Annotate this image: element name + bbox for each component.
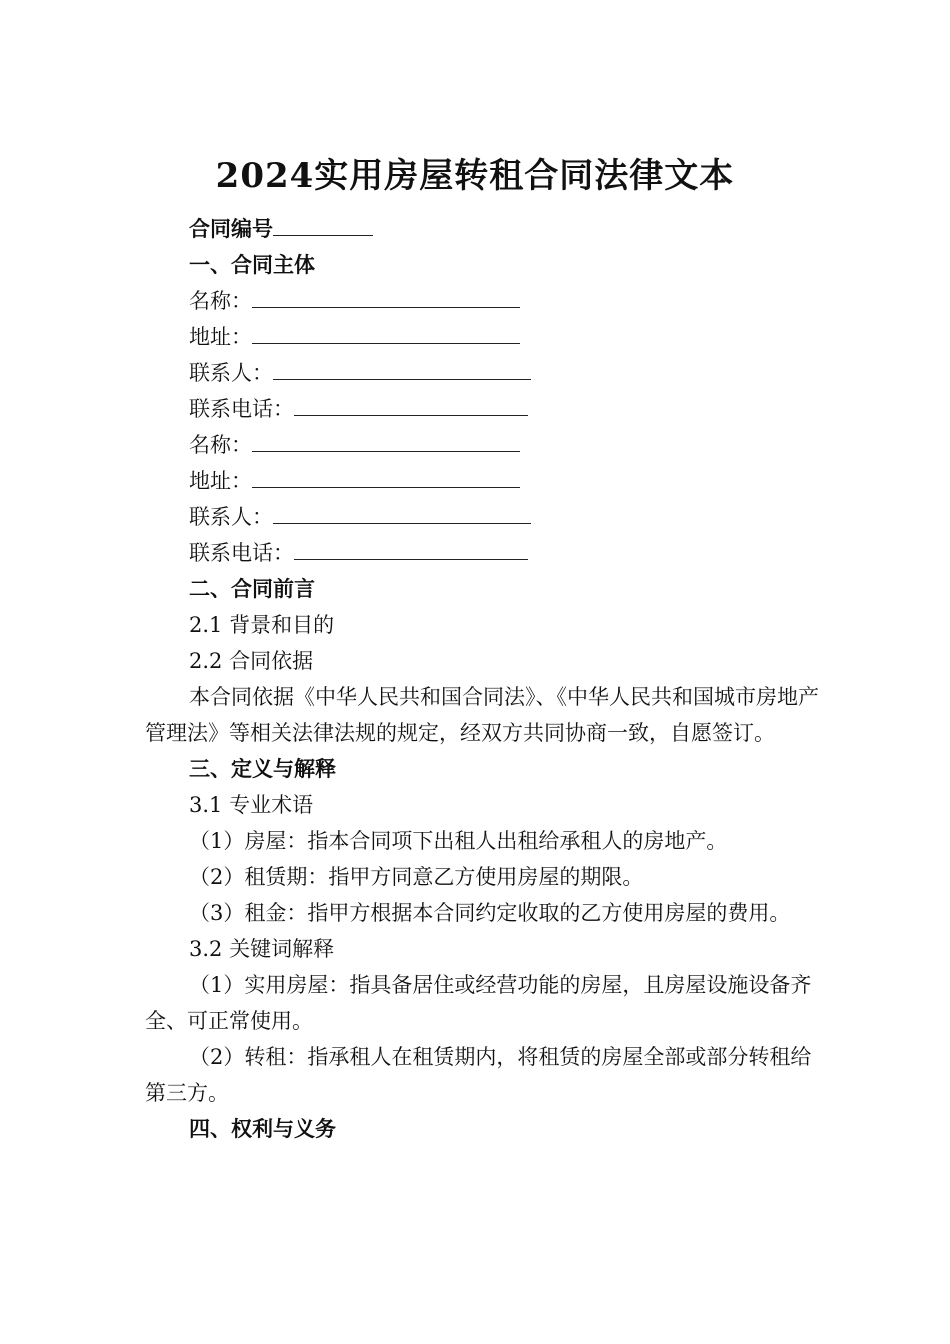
definitions-item-terms: 3.1 专业术语 xyxy=(189,793,314,817)
document-body xyxy=(145,211,825,1147)
party1-name-label: 名称： xyxy=(189,289,252,313)
party1-phone-label: 联系电话： xyxy=(189,397,294,421)
party1-name-line xyxy=(145,283,825,319)
party2-name-blank xyxy=(252,427,520,452)
party1-contact-label: 联系人： xyxy=(189,361,273,385)
preamble-item-background: 2.1 背景和目的 xyxy=(189,613,335,637)
party2-address-line xyxy=(145,463,825,499)
party2-address-label: 地址： xyxy=(189,469,252,493)
party1-contact-line xyxy=(145,355,825,391)
section-heading-parties: 一、合同主体 xyxy=(189,253,315,277)
party1-address-line xyxy=(145,319,825,355)
definitions-item-keywords: 3.2 关键词解释 xyxy=(189,937,335,961)
party1-address-blank xyxy=(252,319,520,344)
party2-name-line xyxy=(145,427,825,463)
definition-term-lease-period: （2）租赁期：指甲方同意乙方使用房屋的期限。 xyxy=(189,865,644,889)
party2-phone-blank xyxy=(294,535,528,560)
party1-contact-blank xyxy=(273,355,531,380)
party1-phone-line xyxy=(145,391,825,427)
party2-phone-label: 联系电话： xyxy=(189,541,294,565)
section-heading-preamble: 二、合同前言 xyxy=(189,577,315,601)
contract-number-label: 合同编号 xyxy=(189,217,273,241)
preamble-basis-paragraph: 本合同依据《中华人民共和国合同法》、《中华人民共和国城市房地产管理法》等相关法律法规的规定，经双方共同协商一致，自愿签订。 xyxy=(145,685,819,745)
party2-contact-label: 联系人： xyxy=(189,505,273,529)
party2-phone-line xyxy=(145,535,825,571)
party1-phone-blank xyxy=(294,391,528,416)
keyword-practical-house: （1）实用房屋：指具备居住或经营功能的房屋，且房屋设施设备齐全、可正常使用。 xyxy=(145,973,812,1033)
section-heading-definitions: 三、定义与解释 xyxy=(189,757,336,781)
contract-number-blank xyxy=(273,211,373,236)
party2-name-label: 名称： xyxy=(189,433,252,457)
definition-term-rent: （3）租金：指甲方根据本合同约定收取的乙方使用房屋的费用。 xyxy=(189,901,791,925)
definition-term-house: （1）房屋：指本合同项下出租人出租给承租人的房地产。 xyxy=(189,829,728,853)
section-heading-rights: 四、权利与义务 xyxy=(189,1117,336,1141)
document-title: 2024实用房屋转租合同法律文本 xyxy=(215,156,735,196)
party2-contact-line xyxy=(145,499,825,535)
keyword-sublease: （2）转租：指承租人在租赁期内，将租赁的房屋全部或部分转租给第三方。 xyxy=(145,1045,812,1105)
party1-name-blank xyxy=(252,283,520,308)
party2-contact-blank xyxy=(273,499,531,524)
party2-address-blank xyxy=(252,463,520,488)
party1-address-label: 地址： xyxy=(189,325,252,349)
preamble-item-basis: 2.2 合同依据 xyxy=(189,649,314,673)
contract-number-line xyxy=(145,211,825,247)
